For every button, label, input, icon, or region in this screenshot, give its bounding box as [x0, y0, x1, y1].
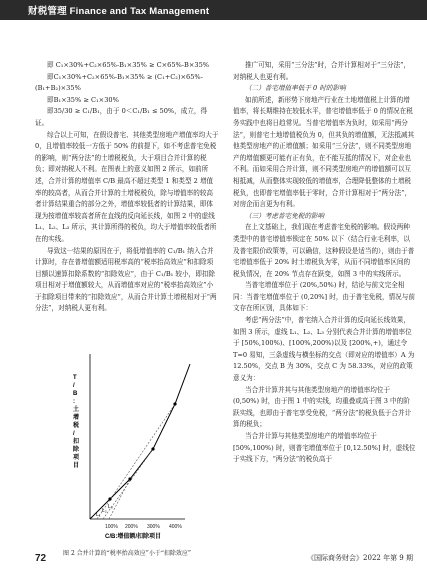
x-tick: 200%: [125, 524, 138, 530]
figure-chart: [35, 334, 219, 546]
paragraph: 综合以上可知，在假设普宅、其他类型房地产增值率均大于 0，且增值率较低一方低于 50% 的前提下，如不考虑普宅免税的影响，则“两分法”的土增税税负，大于项目合并计算的税负；即对纳税人不利。在图表上的意义如图 2 所示，如前所述，合并计算的增值率 C/B 最高不超过类型 1 和类型 2 增值率的较高者，从而合并计算的土增税税负，除与增值率的较高者计算结果重合的部分之外，增值率较低者的计算结果，即体现为按增值率较高者所在直线的反向延长线，如图 2 中的虚线 L₁、L₂、L₃ 所示，其计算所得的税负，均大于增值率较低者所在的实线。: [35, 130, 219, 243]
figure-caption: 图 2 合并计算的“税率抬高效应”小于“扣除效应”: [63, 550, 191, 557]
data-point: [151, 447, 154, 450]
paragraph: 即 C₁×30%+C₂×65%-B₁×35% ≥ C×65%-B×35%: [47, 61, 210, 69]
dashed-line-l3: [109, 479, 130, 519]
paragraph: 即C₁×30%+C₂×65%-B₁×35% ≥ (C₁+C₂)×65%-(B₁+B₂)×35%: [35, 72, 203, 93]
y-axis-label: T / B :土增税/扣除项目: [73, 375, 80, 469]
section-heading: （二）普宅增值率低于 0 时的影响: [245, 84, 346, 93]
line-label-l2: L₂: [102, 508, 107, 514]
dashed-line-l1: [97, 404, 175, 519]
figure-2: [35, 334, 219, 549]
paragraph: 即B₁×35% ≥ C₁×30%: [47, 95, 119, 104]
x-axis-label: C/B:增值额/扣除项目: [105, 534, 161, 540]
paragraph: 如前所述，新形势下房地产行业在土地增值税上计算的增值率，将长期维持在较低水平，普宅增值率低于 0 的情况在税务实践中也将日趋常见。当普宅增值率为负时，如采用“两分法”，则普宅土地增值税负为 0，但其负的增值额，无法抵减其他类型房地产的正增值额；如采用“三分法”，则不同类型房地产的增值额更可能有正有负，在不能互抵的情况下，对企业也不利。而如采用合并计算，则不同类型房地产的增值额可以互相抵减，从而整体实现较低的增值率，合理降低整体的土增税税负，也即普宅增值率低于零时，合并计算相对于“两分法”，对房企而言更为有利。: [233, 95, 415, 209]
header-title: 财税管理 Finance and Tax Management: [28, 6, 210, 17]
right-column: [233, 60, 416, 466]
line-label-l3: L₃: [108, 504, 113, 510]
paragraph: 当普宅增值率位于 (20%,50%) 时，结论与前文完全相同：当普宅增值率位于 (0,20%] 时，由于普宅免税，情况与前文存在所区别，具体如下：: [233, 281, 415, 313]
solid-line: [90, 364, 190, 519]
data-point: [128, 477, 131, 480]
data-point: [108, 497, 111, 500]
header-bar: [0, 0, 427, 20]
left-column: [35, 60, 219, 315]
paragraph: 当合并计算与其他类型房地产的增值率均位于 [50%,100%) 时，则普宅增值率位于 [0,12.50%] 时，虚线位于实线下方，“两分法”的税负高于: [233, 432, 416, 464]
paragraph: 推广可知，采用“三分法”时，合并计算相对于“三分法”，对纳税人也更有利。: [233, 61, 411, 81]
data-point: [173, 402, 176, 405]
paragraph: 导致这一结果的原因在于，将低增值率的 C₁/B₁ 纳入合并计算时，存在普增值额适用税率高的“税率抬高效应”和扣除项目额以速算扣除系数的“扣除效应”，由于 C₁/B₁ 较小，即扣除项目相对于增值额较大，从而增值率对应的“税率抬高效应”小于扣除项目带来的“扣除效应”，从而合并计算土增税相对于“两分法”，对纳税人更有利。: [35, 246, 217, 313]
x-tick: 300%: [147, 524, 160, 530]
x-tick: 400%: [169, 524, 182, 530]
paragraph: 即35/30 ≥ C₁/B₁，由于 0＜C₁/B₁ ≤ 50%，成立，得证。: [35, 107, 208, 127]
paragraph: 在上文基础上，我们现在考虑普宅免税的影响。假设两种类型中的普宅增值率锁定在 50% 以下（结合行业毛利率，以及普宅限价政策等，可以确信，这种假设是适当的），则由于普宅增值率低于 20% 时土增税负为零，从而不同增值率区间的税负情况，在 20% 节点存在跃变，如图 3 中的实线所示。: [233, 223, 415, 278]
paragraph: 考虑“两分法”中，普宅纳入合并计算的反向延长线效果，如图 3 所示，虚线 L₁、L₂、L₃ 分别代表合并计算的增值率位于 [50%,100%)、[100%,200%)以及 [200%,+)，通过令 T=0 易知，三条虚线与横坐标的交点（即对应的增值率）A 为 12.50%，交点 B 为 30%，交点 C 为 58.33%，对应的政策意义为：: [233, 316, 415, 383]
page-number: 72: [35, 553, 47, 564]
paragraph: 当合并计算并其与其他类型房地产的增值率均位于 (0,50%) 时，由于图 1 中的实线，均重叠或高于图 3 中的阶跃实线，也即由于普宅享受免税，“两分法”的税负低于合并计算的税负；: [233, 385, 412, 429]
line-label-l1: L₁: [96, 512, 101, 518]
x-tick: 100%: [105, 524, 118, 530]
journal-name: 《国际商务财会》2022 年第 9 期: [307, 554, 413, 562]
section-heading: （三）考虑普宅免税的影响: [245, 211, 325, 220]
